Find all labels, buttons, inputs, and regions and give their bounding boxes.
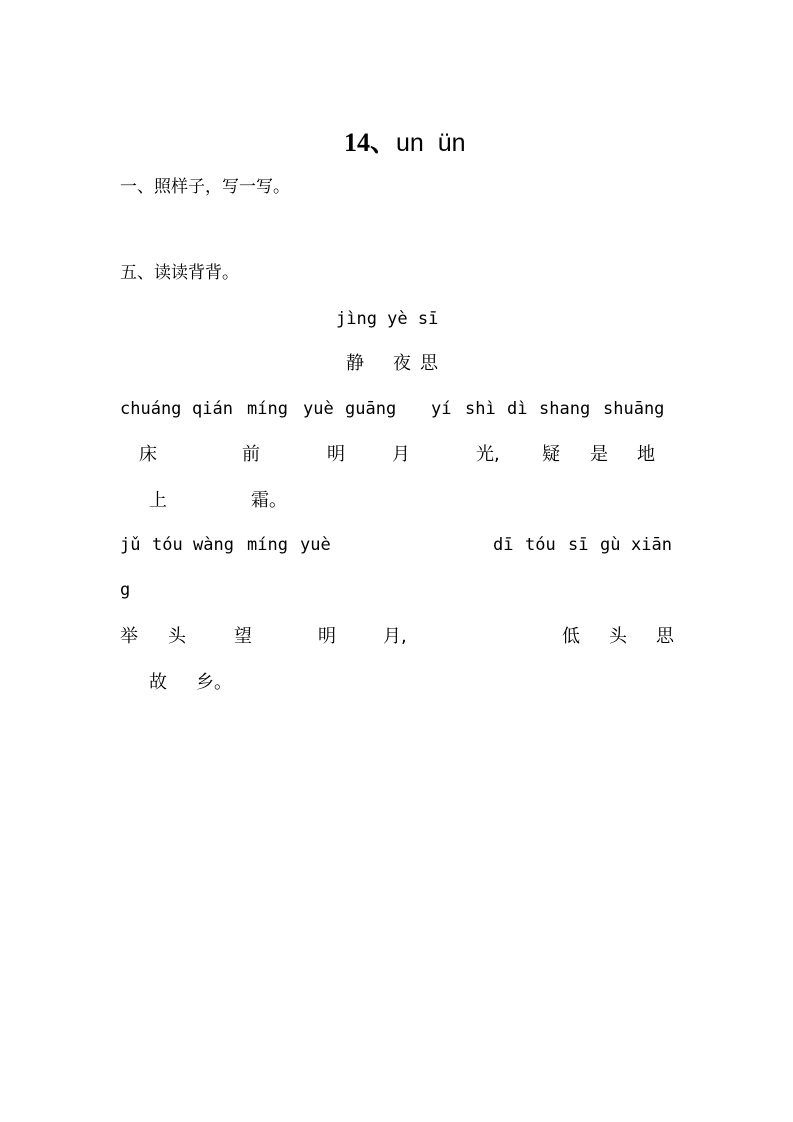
poem-char: 明 (327, 444, 345, 465)
poem-char: 思 (656, 626, 674, 647)
poem-pinyin-syllable: chuáng (120, 399, 182, 419)
section-one-heading: 一、照样子，写一写。 (120, 177, 290, 197)
poem-pinyin-syllable: yí (431, 399, 452, 419)
poem-pinyin-syllable: g (120, 580, 131, 600)
poem-pinyin-syllable: qián (192, 399, 233, 419)
poem-char: 头 (609, 626, 627, 647)
poem-title-pinyin: jìng yè sī (336, 309, 439, 329)
poem-pinyin-syllable: dì (507, 399, 528, 419)
poem-pinyin-syllable: yuè (303, 399, 334, 419)
poem-char: 前 (242, 444, 260, 465)
poem-pinyin-syllable: shuāng (603, 399, 665, 419)
lesson-pinyin: un ün (396, 129, 466, 157)
poem-char: 床 (139, 444, 157, 465)
poem-char: 地 (637, 444, 655, 465)
poem-char: 月 (392, 444, 410, 465)
lesson-number: 14、 (344, 128, 397, 157)
poem-pinyin-syllable: gù (600, 535, 621, 555)
poem-char: 低 (562, 626, 580, 647)
poem-title-char: 静 (346, 353, 364, 374)
poem-pinyin-syllable: xiān (631, 535, 672, 555)
poem-char: 头 (168, 626, 186, 647)
poem-pinyin-syllable: dī (493, 535, 514, 555)
poem-char: 故 (149, 672, 167, 693)
poem-pinyin-syllable: tóu (525, 535, 556, 555)
poem-char: 疑 (542, 444, 560, 465)
poem-char: 举 (120, 626, 138, 647)
poem-pinyin-syllable: guāng (345, 399, 397, 419)
poem-char: 霜。 (251, 490, 287, 511)
poem-char: 乡。 (196, 672, 232, 693)
poem-char: 月, (383, 626, 407, 647)
poem-pinyin-syllable: shì (465, 399, 496, 419)
poem-pinyin-syllable: míng (247, 535, 288, 555)
section-five-heading: 五、读读背背。 (120, 263, 239, 283)
poem-pinyin-syllable: tóu (152, 535, 183, 555)
poem-char: 光, (476, 444, 500, 465)
poem-pinyin-syllable: wàng (193, 535, 234, 555)
poem-pinyin-syllable: shang (539, 399, 591, 419)
poem-char: 是 (590, 444, 608, 465)
poem-char: 明 (318, 626, 336, 647)
poem-char: 望 (234, 626, 252, 647)
page-title (331, 104, 466, 156)
poem-pinyin-syllable: yuè (300, 535, 331, 555)
poem-pinyin-syllable: sī (568, 535, 589, 555)
poem-pinyin-syllable: míng (247, 399, 288, 419)
poem-char: 上 (149, 490, 167, 511)
poem-pinyin-syllable: jǔ (120, 535, 141, 555)
poem-title-char: 夜 (393, 353, 411, 374)
poem-title-char: 思 (420, 353, 438, 374)
